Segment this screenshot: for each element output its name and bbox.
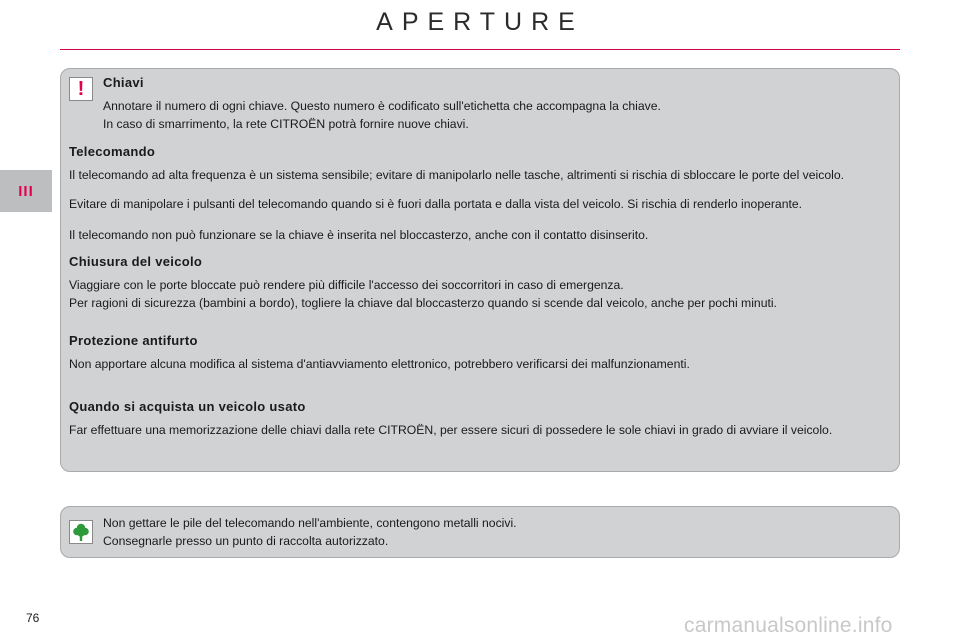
- telecomando-paragraph-3: Il telecomando non può funzionare se la chiave è inserita nel bloccasterzo, anche con il contatto disinserito.: [69, 228, 649, 242]
- heading-chiavi: Chiavi: [103, 75, 144, 90]
- tree-environment-icon: [69, 520, 93, 544]
- heading-telecomando: Telecomando: [69, 144, 156, 159]
- heading-chiusura: Chiusura del veicolo: [69, 254, 203, 269]
- watermark: carmanualsonline.info: [684, 614, 893, 637]
- heading-protezione: Protezione antifurto: [69, 333, 198, 348]
- warning-exclamation-icon: !: [69, 77, 93, 101]
- telecomando-paragraph-2: Evitare di manipolare i pulsanti del telecomando quando si è fuori dalla portata e dalla vista del veicolo. Si rischia di renderlo inoperante.: [69, 197, 803, 211]
- eco-line-1: Non gettare le pile del telecomando nell'ambiente, contengono metalli nocivi.: [103, 516, 517, 530]
- chiusura-paragraph-2: Per ragioni di sicurezza (bambini a bordo), togliere la chiave dal bloccasterzo quando si scende dal veicolo, anche per pochi minuti.: [69, 296, 777, 310]
- warning-box: [60, 68, 900, 472]
- title-divider: [60, 49, 900, 50]
- chiavi-line-2: In caso di smarrimento, la rete CITROËN potrà fornire nuove chiavi.: [103, 117, 469, 131]
- page-title: APERTURE: [376, 8, 584, 36]
- environment-box: [60, 506, 900, 558]
- telecomando-paragraph-1: Il telecomando ad alta frequenza è un sistema sensibile; evitare di manipolarlo nelle tasche, altrimenti si rischia di sbloccare le porte del veicolo.: [69, 168, 844, 182]
- usato-paragraph-1: Far effettuare una memorizzazione delle chiavi dalla rete CITROËN, per essere sicuri di possedere le sole chiavi in grado di avviare il veicolo.: [69, 423, 833, 437]
- chiusura-paragraph-1: Viaggiare con le porte bloccate può rendere più difficile l'accesso dei soccorritori in caso di emergenza.: [69, 278, 624, 292]
- protezione-paragraph-1: Non apportare alcuna modifica al sistema d'antiavviamento elettronico, potrebbero verificarsi dei malfunzionamenti.: [69, 357, 690, 371]
- page-number: 76: [26, 611, 40, 625]
- chiavi-line-1: Annotare il numero di ogni chiave. Questo numero è codificato sull'etichetta che accompagna la chiave.: [103, 99, 661, 113]
- eco-line-2: Consegnarle presso un punto di raccolta autorizzato.: [103, 534, 389, 548]
- chapter-tab: III: [0, 170, 52, 212]
- heading-usato: Quando si acquista un veicolo usato: [69, 399, 306, 414]
